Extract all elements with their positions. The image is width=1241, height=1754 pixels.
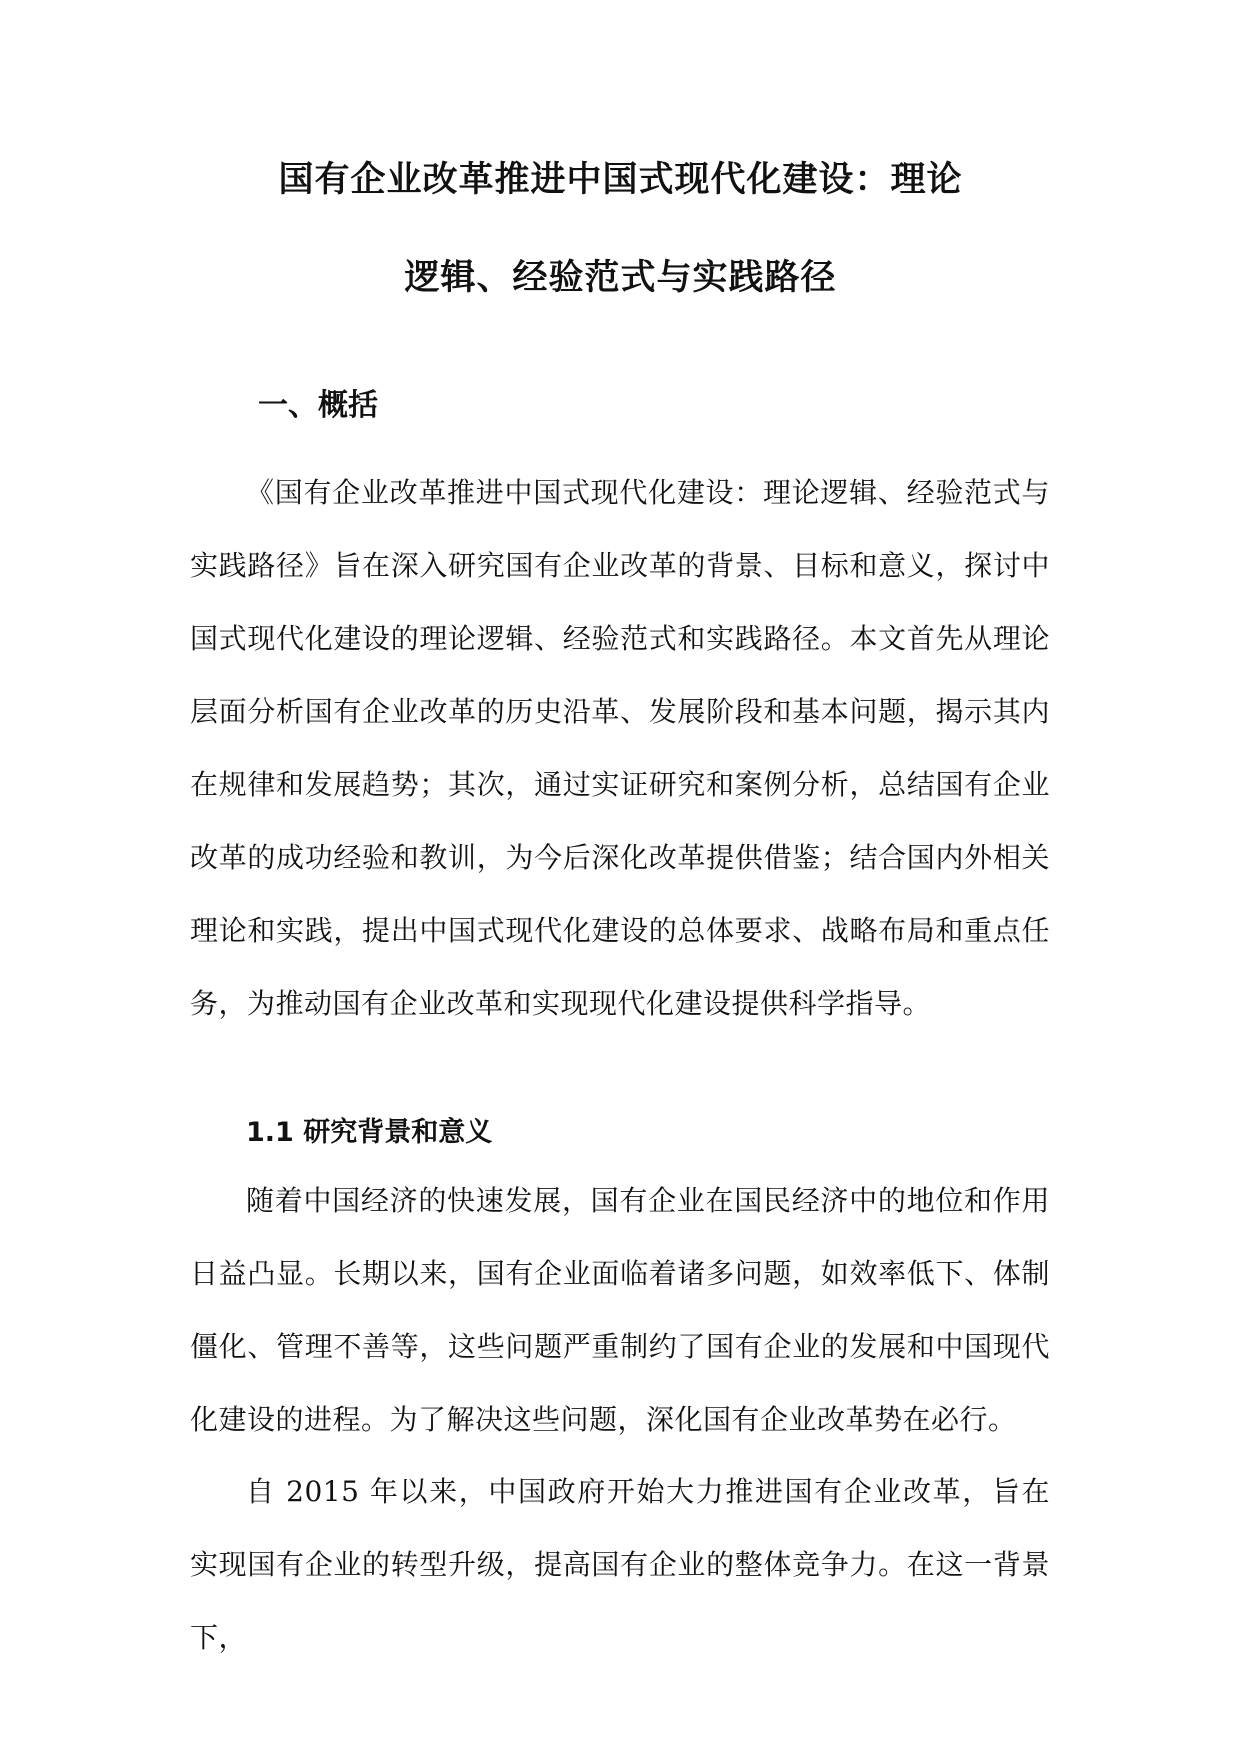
background-paragraph-1: 随着中国经济的快速发展，国有企业在国民经济中的地位和作用日益凸显。长期以来，国有企业面临着诸多问题，如效率低下、体制僵化、管理不善等，这些问题严重制约了国有企业的发展和中国现代化建设的进程。为了解决这些问题，深化国有企业改革势在必行。 [190, 1184, 1050, 1436]
background-paragraph-2: 自 2015 年以来，中国政府开始大力推进国有企业改革，旨在实现国有企业的转型升级，提高国有企业的整体竞争力。在这一背景下， [190, 1475, 1050, 1654]
document-title-line-2: 逻辑、经验范式与实践路径 [404, 258, 837, 298]
subsection-heading: 1.1 研究背景和意义 [246, 1117, 493, 1148]
summary-paragraph: 《国有企业改革推进中国式现代化建设：理论逻辑、经验范式与实践路径》旨在深入研究国有企业改革的背景、目标和意义，探讨中国式现代化建设的理论逻辑、经验范式和实践路径。本文首先从理论层面分析国有企业改革的历史沿革、发展阶段和基本问题，揭示其内在规律和发展趋势；其次，通过实证研究和案例分析，总结国有企业改革的成功经验和教训，为今后深化改革提供借鉴；结合国内外相关理论和实践，提出中国式现代化建设的总体要求、战略布局和重点任务，为推动国有企业改革和实现现代化建设提供科学指导。 [190, 476, 1050, 1020]
section-heading: 一、概括 [258, 388, 378, 423]
document-title-line-1: 国有企业改革推进中国式现代化建设：理论 [278, 160, 963, 200]
